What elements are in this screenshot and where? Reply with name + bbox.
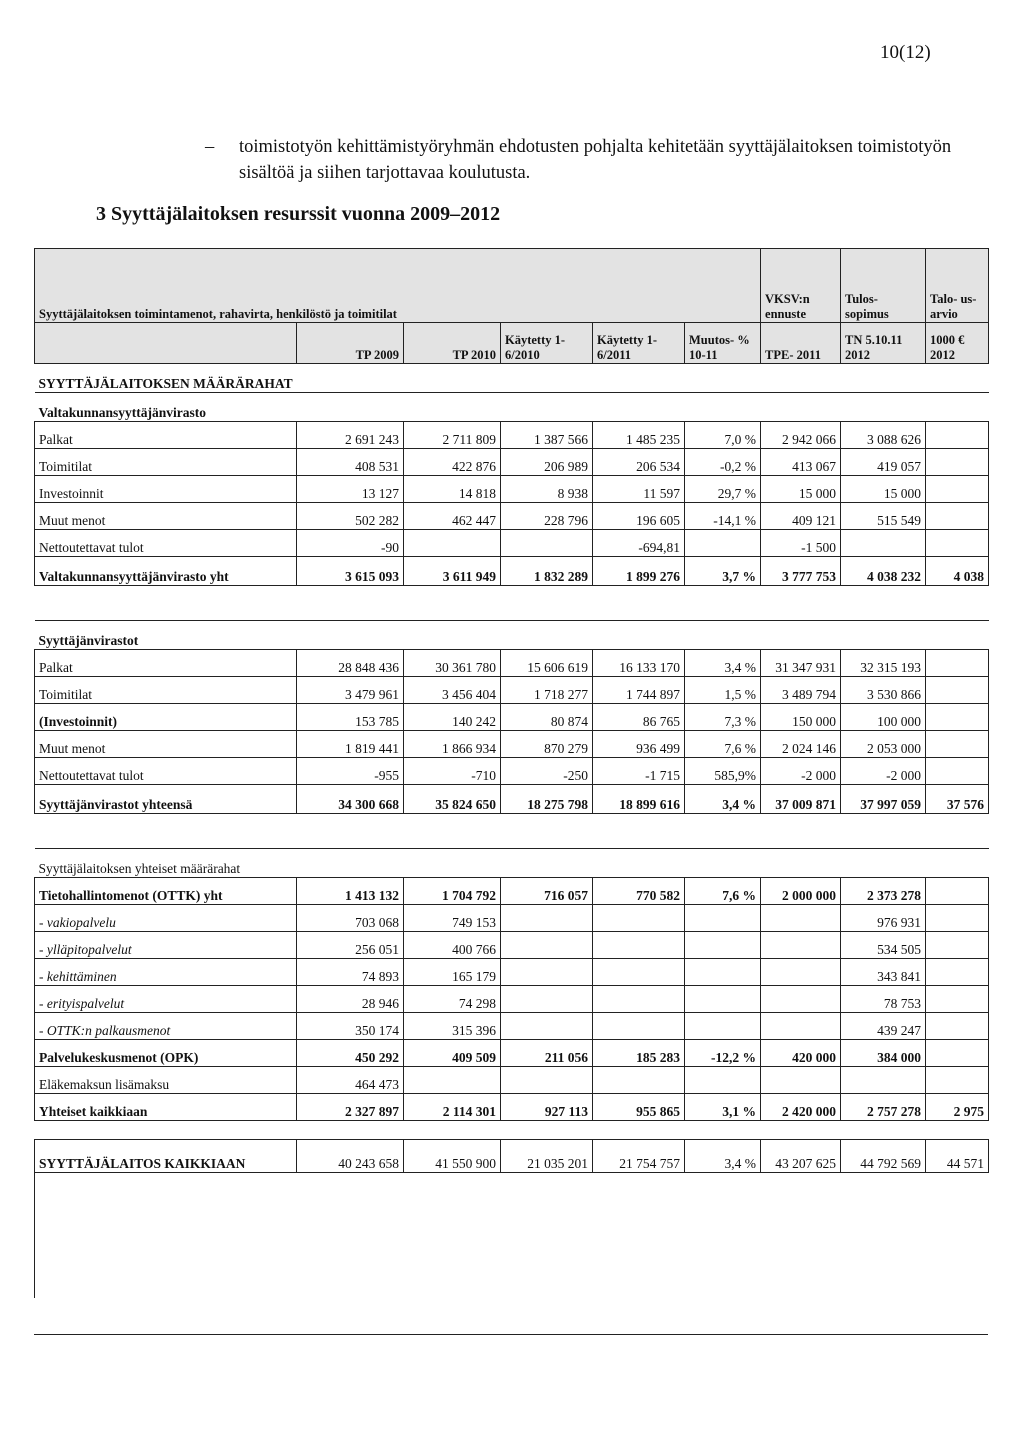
cell-c3: 870 279 (501, 731, 593, 758)
cell-c2: 400 766 (404, 932, 501, 959)
header-blank (35, 323, 297, 364)
cell-c7: 439 247 (841, 1013, 926, 1040)
cell-c1: 153 785 (297, 704, 404, 731)
sv-row (35, 758, 989, 785)
cell-c1: 502 282 (297, 503, 404, 530)
cell-c8 (926, 422, 989, 449)
cell-c8: 44 571 (926, 1140, 989, 1173)
header-kaytetty-2010: Käytetty 1-6/2010 (501, 323, 593, 364)
cell-c5: 7,6 % (685, 731, 761, 758)
cell-c8 (926, 1013, 989, 1040)
cell-c5: 7,3 % (685, 704, 761, 731)
spacer-row (35, 1121, 989, 1140)
cell-c5: 585,9% (685, 758, 761, 785)
cell-c2 (404, 530, 501, 557)
cell-c7: 44 792 569 (841, 1140, 926, 1173)
cell-c2: -710 (404, 758, 501, 785)
cell-c6: 409 121 (761, 503, 841, 530)
cell-c2: 74 298 (404, 986, 501, 1013)
cell-c2: 3 456 404 (404, 677, 501, 704)
cell-c6 (761, 1013, 841, 1040)
sv-row (35, 704, 989, 731)
cell-c7: 4 038 232 (841, 557, 926, 586)
cell-c7: 100 000 (841, 704, 926, 731)
cell-c6: 15 000 (761, 476, 841, 503)
cell-c8 (926, 731, 989, 758)
yht-row (35, 1094, 989, 1121)
page-number: 10(12) (880, 42, 931, 63)
cell-c3: 1 718 277 (501, 677, 593, 704)
cell-c3: 18 275 798 (501, 785, 593, 814)
row-label: Palkat (35, 650, 297, 677)
cell-c4: 1 485 235 (593, 422, 685, 449)
header-row-1 (35, 249, 989, 323)
cell-c5: -14,1 % (685, 503, 761, 530)
cell-c3: -250 (501, 758, 593, 785)
cell-c1: 34 300 668 (297, 785, 404, 814)
cell-c2: 140 242 (404, 704, 501, 731)
cell-c3: 1 832 289 (501, 557, 593, 586)
cell-c3 (501, 932, 593, 959)
cell-c2: 315 396 (404, 1013, 501, 1040)
cell-c4: 86 765 (593, 704, 685, 731)
yht-row (35, 1067, 989, 1094)
cell-c6 (761, 986, 841, 1013)
cell-c7 (841, 1067, 926, 1094)
cell-c5: 3,4 % (685, 1140, 761, 1173)
header-vksv (761, 249, 841, 323)
cell-c2: 14 818 (404, 476, 501, 503)
cell-c7: 37 997 059 (841, 785, 926, 814)
vkv-total-row (35, 557, 989, 586)
budget-table (34, 248, 989, 1173)
spacer-cell (35, 814, 989, 849)
cell-c7: -2 000 (841, 758, 926, 785)
cell-c4: 1 899 276 (593, 557, 685, 586)
cell-c2: 1 866 934 (404, 731, 501, 758)
cell-c1: 703 068 (297, 905, 404, 932)
cell-c3: 206 989 (501, 449, 593, 476)
cell-c1: -955 (297, 758, 404, 785)
cell-c1: -90 (297, 530, 404, 557)
row-label: SYYTTÄJÄLAITOS KAIKKIAAN (35, 1140, 297, 1173)
cell-c4 (593, 986, 685, 1013)
header-talous-text: Talo- us- arvio (930, 292, 977, 321)
cell-c3: 716 057 (501, 878, 593, 905)
cell-c6: -2 000 (761, 758, 841, 785)
cell-c6: 2 420 000 (761, 1094, 841, 1121)
cell-c7: 419 057 (841, 449, 926, 476)
yht-section-title-label: Syyttäjälaitoksen yhteiset määrärahat (35, 849, 989, 878)
cell-c8 (926, 758, 989, 785)
header-tulos-text: Tulos- sopimus (845, 292, 889, 321)
row-label: (Investoinnit) (35, 704, 297, 731)
header-ta: 1000 € 2012 (926, 323, 989, 364)
cell-c5: 3,4 % (685, 650, 761, 677)
cell-c2: 30 361 780 (404, 650, 501, 677)
cell-c8 (926, 704, 989, 731)
main-section-title (35, 364, 989, 393)
cell-c3 (501, 1013, 593, 1040)
cell-c5: 7,0 % (685, 422, 761, 449)
cell-c8 (926, 986, 989, 1013)
cell-c8 (926, 959, 989, 986)
header-vksv-text: VKSV:n ennuste (765, 292, 810, 321)
cell-c5: 29,7 % (685, 476, 761, 503)
vkv-section-title-label: Valtakunnansyyttäjänvirasto (35, 393, 989, 422)
cell-c8 (926, 503, 989, 530)
cell-c2: 462 447 (404, 503, 501, 530)
cell-c4: 955 865 (593, 1094, 685, 1121)
cell-c3 (501, 905, 593, 932)
cell-c8 (926, 476, 989, 503)
cell-c2: 165 179 (404, 959, 501, 986)
sv-row (35, 677, 989, 704)
cell-c5: -0,2 % (685, 449, 761, 476)
cell-c2: 409 509 (404, 1040, 501, 1067)
cell-c1: 1 819 441 (297, 731, 404, 758)
cell-c4: -694,81 (593, 530, 685, 557)
cell-c7: 78 753 (841, 986, 926, 1013)
header-row-2 (35, 323, 989, 364)
cell-c5 (685, 905, 761, 932)
yht-row (35, 959, 989, 986)
cell-c5 (685, 932, 761, 959)
cell-c3: 80 874 (501, 704, 593, 731)
cell-c5 (685, 1067, 761, 1094)
grand-total-row (35, 1140, 989, 1173)
cell-c6: 2 024 146 (761, 731, 841, 758)
cell-c3: 927 113 (501, 1094, 593, 1121)
cell-c1: 74 893 (297, 959, 404, 986)
cell-c6 (761, 905, 841, 932)
cell-c4 (593, 932, 685, 959)
cell-c7: 32 315 193 (841, 650, 926, 677)
cell-c1: 350 174 (297, 1013, 404, 1040)
cell-c5 (685, 959, 761, 986)
header-tp2010: TP 2010 (404, 323, 501, 364)
header-kaytetty-2011: Käytetty 1-6/2011 (593, 323, 685, 364)
cell-c5: 1,5 % (685, 677, 761, 704)
cell-c8: 2 975 (926, 1094, 989, 1121)
cell-c6: 413 067 (761, 449, 841, 476)
cell-c4 (593, 1067, 685, 1094)
cell-c8 (926, 1040, 989, 1067)
row-label: Palvelukeskusmenot (OPK) (35, 1040, 297, 1067)
margin-line (34, 1172, 35, 1298)
row-label: Nettoutettavat tulot (35, 758, 297, 785)
bottom-rule (34, 1334, 988, 1335)
cell-c3 (501, 530, 593, 557)
cell-c1: 13 127 (297, 476, 404, 503)
cell-c6: 2 942 066 (761, 422, 841, 449)
cell-c3: 21 035 201 (501, 1140, 593, 1173)
cell-c6: 3 489 794 (761, 677, 841, 704)
main-section-title-label: SYYTTÄJÄLAITOKSEN MÄÄRÄRAHAT (35, 364, 989, 393)
cell-c7: 2 053 000 (841, 731, 926, 758)
sv-total-row (35, 785, 989, 814)
row-label: Palkat (35, 422, 297, 449)
intro-text: toimistotyön kehittämistyöryhmän ehdotusten pohjalta kehitetään syyttäjälaitoksen toimistotyön sisältöä ja siihen tarjottavaa koulutusta. (239, 137, 952, 183)
cell-c3 (501, 986, 593, 1013)
yht-row (35, 986, 989, 1013)
cell-c8 (926, 677, 989, 704)
row-label: Valtakunnansyyttäjänvirasto yht (35, 557, 297, 586)
cell-c4: 770 582 (593, 878, 685, 905)
cell-c8 (926, 530, 989, 557)
cell-c8 (926, 932, 989, 959)
cell-c2 (404, 1067, 501, 1094)
cell-c4 (593, 905, 685, 932)
cell-c2: 2 114 301 (404, 1094, 501, 1121)
cell-c4: 1 744 897 (593, 677, 685, 704)
cell-c4: 11 597 (593, 476, 685, 503)
cell-c8: 4 038 (926, 557, 989, 586)
row-label: Yhteiset kaikkiaan (35, 1094, 297, 1121)
cell-c4: -1 715 (593, 758, 685, 785)
cell-c3 (501, 1067, 593, 1094)
cell-c4: 185 283 (593, 1040, 685, 1067)
cell-c1: 28 946 (297, 986, 404, 1013)
cell-c3 (501, 959, 593, 986)
vkv-row (35, 530, 989, 557)
cell-c6: 2 000 000 (761, 878, 841, 905)
row-label: Investoinnit (35, 476, 297, 503)
cell-c8 (926, 650, 989, 677)
cell-c2: 2 711 809 (404, 422, 501, 449)
cell-c1: 3 479 961 (297, 677, 404, 704)
sv-section-title-label: Syyttäjänvirastot (35, 621, 989, 650)
cell-c1: 450 292 (297, 1040, 404, 1067)
yht-row (35, 905, 989, 932)
cell-c1: 40 243 658 (297, 1140, 404, 1173)
cell-c3: 15 606 619 (501, 650, 593, 677)
cell-c6: -1 500 (761, 530, 841, 557)
cell-c2: 1 704 792 (404, 878, 501, 905)
sv-row (35, 650, 989, 677)
row-label: - OTTK:n palkausmenot (35, 1013, 297, 1040)
cell-c4: 206 534 (593, 449, 685, 476)
cell-c6 (761, 1067, 841, 1094)
cell-c1: 256 051 (297, 932, 404, 959)
cell-c7: 976 931 (841, 905, 926, 932)
cell-c7 (841, 530, 926, 557)
row-label: - erityispalvelut (35, 986, 297, 1013)
yht-row (35, 1040, 989, 1067)
sv-section-title (35, 621, 989, 650)
vkv-section-title (35, 393, 989, 422)
row-label: Toimitilat (35, 449, 297, 476)
cell-c3: 1 387 566 (501, 422, 593, 449)
cell-c6: 3 777 753 (761, 557, 841, 586)
vkv-row (35, 503, 989, 530)
cell-c5: 7,6 % (685, 878, 761, 905)
sv-row (35, 731, 989, 758)
row-label: - kehittäminen (35, 959, 297, 986)
cell-c8 (926, 449, 989, 476)
cell-c5 (685, 1013, 761, 1040)
cell-c5 (685, 530, 761, 557)
bullet-dash: – (205, 137, 215, 157)
cell-c7: 515 549 (841, 503, 926, 530)
cell-c6: 43 207 625 (761, 1140, 841, 1173)
cell-c5: 3,4 % (685, 785, 761, 814)
cell-c1: 28 848 436 (297, 650, 404, 677)
cell-c2: 41 550 900 (404, 1140, 501, 1173)
cell-c3: 211 056 (501, 1040, 593, 1067)
cell-c4: 196 605 (593, 503, 685, 530)
row-label: Muut menot (35, 503, 297, 530)
vkv-row (35, 476, 989, 503)
yht-section-title (35, 849, 989, 878)
cell-c1: 408 531 (297, 449, 404, 476)
cell-c5: 3,1 % (685, 1094, 761, 1121)
spacer-row (35, 586, 989, 621)
cell-c6 (761, 959, 841, 986)
cell-c1: 2 691 243 (297, 422, 404, 449)
cell-c3: 8 938 (501, 476, 593, 503)
cell-c7: 3 530 866 (841, 677, 926, 704)
cell-c8 (926, 878, 989, 905)
cell-c7: 343 841 (841, 959, 926, 986)
cell-c2: 422 876 (404, 449, 501, 476)
cell-c2: 3 611 949 (404, 557, 501, 586)
cell-c1: 464 473 (297, 1067, 404, 1094)
cell-c3: 228 796 (501, 503, 593, 530)
cell-c4: 18 899 616 (593, 785, 685, 814)
cell-c2: 35 824 650 (404, 785, 501, 814)
spacer-cell (35, 1121, 989, 1140)
header-title: Syyttäjälaitoksen toimintamenot, rahavirta, henkilöstö ja toimitilat (35, 249, 761, 323)
header-muutos: Muutos- % 10-11 (685, 323, 761, 364)
cell-c7: 3 088 626 (841, 422, 926, 449)
cell-c8: 37 576 (926, 785, 989, 814)
cell-c7: 534 505 (841, 932, 926, 959)
row-label: Eläkemaksun lisämaksu (35, 1067, 297, 1094)
cell-c1: 1 413 132 (297, 878, 404, 905)
cell-c8 (926, 905, 989, 932)
cell-c4 (593, 959, 685, 986)
cell-c1: 2 327 897 (297, 1094, 404, 1121)
row-label: - vakiopalvelu (35, 905, 297, 932)
cell-c6: 37 009 871 (761, 785, 841, 814)
cell-c1: 3 615 093 (297, 557, 404, 586)
row-label: Nettoutettavat tulot (35, 530, 297, 557)
spacer-cell (35, 586, 989, 621)
spacer-row (35, 814, 989, 849)
cell-c5: -12,2 % (685, 1040, 761, 1067)
yht-row (35, 878, 989, 905)
cell-c8 (926, 1067, 989, 1094)
intro-bullet (205, 134, 965, 186)
header-talous (926, 249, 989, 323)
cell-c4: 16 133 170 (593, 650, 685, 677)
cell-c7: 384 000 (841, 1040, 926, 1067)
cell-c6 (761, 932, 841, 959)
cell-c2: 749 153 (404, 905, 501, 932)
cell-c4: 936 499 (593, 731, 685, 758)
row-label: Syyttäjänvirastot yhteensä (35, 785, 297, 814)
cell-c4 (593, 1013, 685, 1040)
budget-table-body (35, 249, 989, 1173)
row-label: - ylläpitopalvelut (35, 932, 297, 959)
section-heading: 3 Syyttäjälaitoksen resurssit vuonna 2009–2012 (96, 203, 501, 225)
row-label: Toimitilat (35, 677, 297, 704)
row-label: Muut menot (35, 731, 297, 758)
yht-row (35, 932, 989, 959)
cell-c7: 15 000 (841, 476, 926, 503)
vkv-row (35, 449, 989, 476)
cell-c7: 2 757 278 (841, 1094, 926, 1121)
cell-c5 (685, 986, 761, 1013)
cell-c4: 21 754 757 (593, 1140, 685, 1173)
vkv-row (35, 422, 989, 449)
cell-c6: 420 000 (761, 1040, 841, 1067)
header-tpe: TPE- 2011 (761, 323, 841, 364)
row-label: Tietohallintomenot (OTTK) yht (35, 878, 297, 905)
header-tp2009: TP 2009 (297, 323, 404, 364)
yht-row (35, 1013, 989, 1040)
header-tn: TN 5.10.11 2012 (841, 323, 926, 364)
header-tulos (841, 249, 926, 323)
cell-c7: 2 373 278 (841, 878, 926, 905)
cell-c6: 150 000 (761, 704, 841, 731)
cell-c6: 31 347 931 (761, 650, 841, 677)
cell-c5: 3,7 % (685, 557, 761, 586)
